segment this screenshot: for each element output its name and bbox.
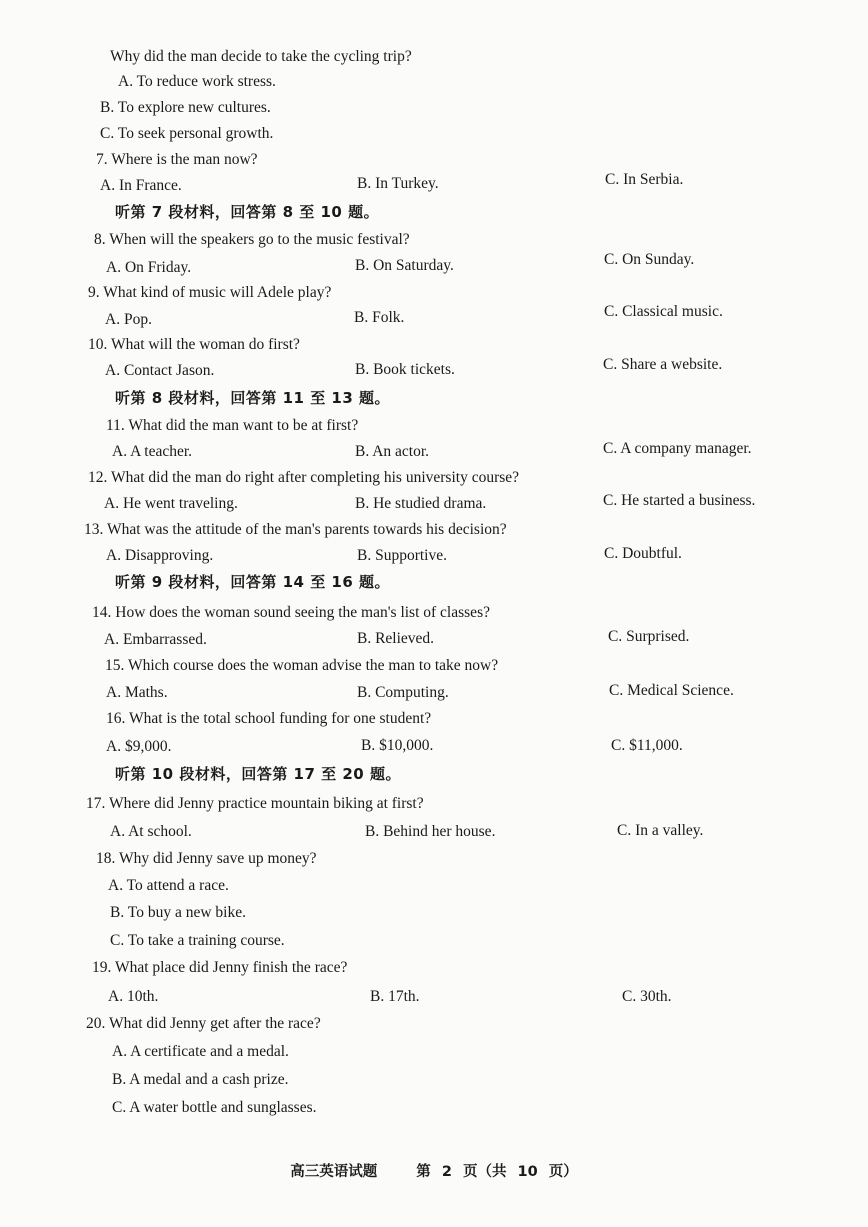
question-13: 13. What was the attitude of the man's parents towards his decision? [84,521,507,538]
question-14: 14. How does the woman sound seeing the man's list of classes? [92,604,490,621]
q17-option-a: A. At school. [110,823,192,840]
q19-option-b: B. 17th. [370,988,420,1005]
q12-option-b: B. He studied drama. [355,495,487,512]
q10-option-c: C. Share a website. [603,356,723,373]
section-heading-9: 听第 9 段材料，回答第 14 至 16 题。 [115,573,391,591]
question-19: 19. What place did Jenny finish the race? [92,959,348,976]
q13-option-a: A. Disapproving. [106,547,214,564]
q8-option-a: A. On Friday. [106,259,192,276]
question-8: 8. When will the speakers go to the music festival? [94,231,410,248]
question-17: 17. Where did Jenny practice mountain biking at first? [86,795,424,812]
section-heading-10: 听第 10 段材料，回答第 17 至 20 题。 [115,765,401,783]
q15-option-a: A. Maths. [106,684,168,701]
q13-option-b: B. Supportive. [357,547,447,564]
q10-option-a: A. Contact Jason. [105,362,215,379]
q7-option-b: B. In Turkey. [357,175,439,192]
q19-option-a: A. 10th. [108,988,159,1005]
q10-option-b: B. Book tickets. [355,361,455,378]
question-10: 10. What will the woman do first? [88,336,300,353]
footer-page-number: 第 2 页（共 10 页） [416,1164,578,1180]
question-6: Why did the man decide to take the cycling trip? [110,48,412,65]
q20-option-b: B. A medal and a cash prize. [112,1071,289,1088]
q14-option-a: A. Embarrassed. [104,631,207,648]
q7-option-c: C. In Serbia. [605,171,684,188]
q17-option-c: C. In a valley. [617,822,704,839]
page-footer [0,1160,868,1181]
q15-option-c: C. Medical Science. [609,682,734,699]
question-18: 18. Why did Jenny save up money? [96,850,317,867]
section-heading-7: 听第 7 段材料，回答第 8 至 10 题。 [115,203,380,221]
q9-option-c: C. Classical music. [604,303,723,320]
q14-option-c: C. Surprised. [608,628,690,645]
q18-option-b: B. To buy a new bike. [110,904,246,921]
q20-option-a: A. A certificate and a medal. [112,1043,289,1060]
q16-option-c: C. $11,000. [611,737,683,754]
q6-option-c: C. To seek personal growth. [100,125,274,142]
question-11: 11. What did the man want to be at first? [106,417,359,434]
q11-option-a: A. A teacher. [112,443,193,460]
footer-subject: 高三英语试题 [290,1164,378,1180]
q9-option-a: A. Pop. [105,311,152,328]
q8-option-b: B. On Saturday. [355,257,454,274]
q18-option-c: C. To take a training course. [110,932,285,949]
q18-option-a: A. To attend a race. [108,877,229,894]
q12-option-a: A. He went traveling. [104,495,238,512]
q11-option-c: C. A company manager. [603,440,752,457]
q19-option-c: C. 30th. [622,988,672,1005]
question-9: 9. What kind of music will Adele play? [88,284,332,301]
q20-option-c: C. A water bottle and sunglasses. [112,1099,317,1116]
question-12: 12. What did the man do right after completing his university course? [88,469,520,486]
question-7: 7. Where is the man now? [96,151,258,168]
q16-option-a: A. $9,000. [106,738,172,755]
q8-option-c: C. On Sunday. [604,251,695,268]
q13-option-c: C. Doubtful. [604,545,682,562]
q6-option-a: A. To reduce work stress. [118,73,276,90]
q7-option-a: A. In France. [100,177,182,194]
q16-option-b: B. $10,000. [361,737,434,754]
question-15: 15. Which course does the woman advise the man to take now? [105,657,499,674]
q15-option-b: B. Computing. [357,684,449,701]
q9-option-b: B. Folk. [354,309,405,326]
q12-option-c: C. He started a business. [603,492,756,509]
q6-option-b: B. To explore new cultures. [100,99,271,116]
question-16: 16. What is the total school funding for one student? [106,710,432,727]
q14-option-b: B. Relieved. [357,630,435,647]
question-20: 20. What did Jenny get after the race? [86,1015,321,1032]
q17-option-b: B. Behind her house. [365,823,496,840]
section-heading-8: 听第 8 段材料，回答第 11 至 13 题。 [115,389,391,407]
q11-option-b: B. An actor. [355,443,430,460]
